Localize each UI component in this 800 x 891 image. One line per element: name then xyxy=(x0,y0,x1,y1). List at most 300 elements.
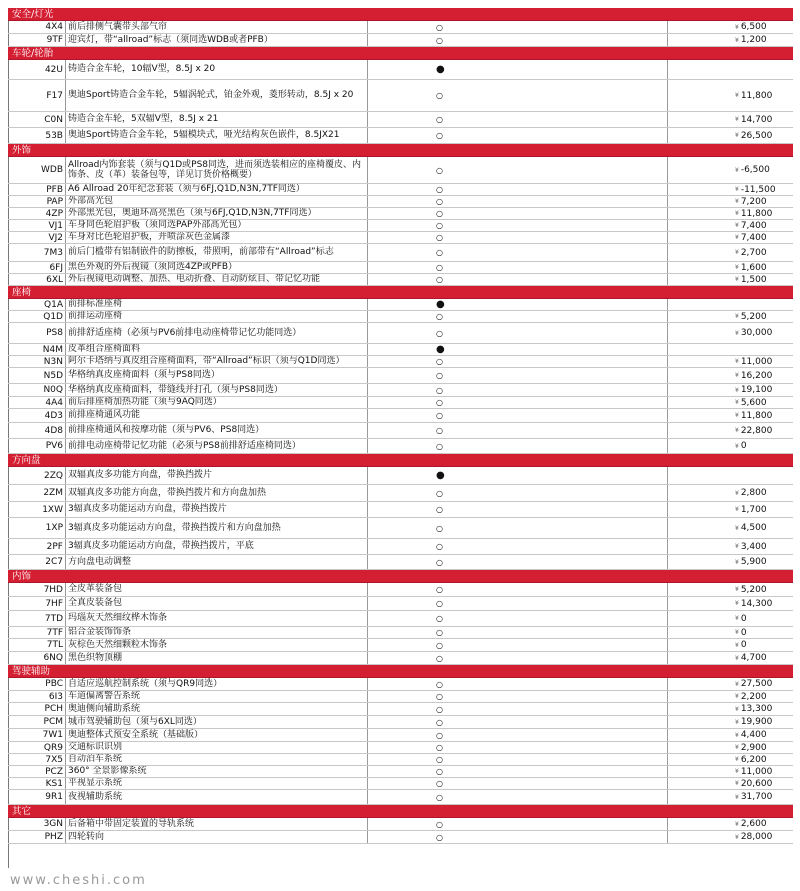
option-price xyxy=(668,467,793,484)
option-description: 外后视镜电动调整、加热、电动折叠、自动防炫目、带记忆功能 xyxy=(66,274,368,285)
optional-marker: ○ xyxy=(368,196,668,207)
option-price xyxy=(668,742,793,753)
price-value: 4,700 xyxy=(740,653,767,663)
option-code: N5D xyxy=(8,368,66,383)
currency-icon: ¥ xyxy=(735,399,739,406)
table-row xyxy=(8,716,793,729)
option-code: 9TF xyxy=(8,34,66,46)
option-price xyxy=(668,368,793,383)
option-code: 2C7 xyxy=(8,555,66,569)
option-code: 7HF xyxy=(8,597,66,610)
option-code: 4D8 xyxy=(8,423,66,438)
table-row xyxy=(8,778,793,790)
table-row xyxy=(8,262,793,274)
table-row xyxy=(8,831,793,844)
option-description: 铝合金装饰饰条 xyxy=(66,627,368,638)
currency-icon: ¥ xyxy=(735,718,739,726)
currency-icon: ¥ xyxy=(735,489,739,497)
currency-icon: ¥ xyxy=(735,358,739,365)
option-price xyxy=(668,539,793,554)
optional-marker: ○ xyxy=(368,356,668,367)
table-row xyxy=(8,128,793,144)
watermark: www.cheshi.com xyxy=(10,873,147,888)
option-code: 1XW xyxy=(8,502,66,517)
price-value: 0 xyxy=(740,640,747,650)
option-price xyxy=(668,344,793,355)
optional-marker: ○ xyxy=(368,778,668,789)
option-description: 车道偏离警告系统 xyxy=(66,691,368,702)
option-description: 前排舒适座椅（必须与PV6前排电动座椅带记忆功能同选） xyxy=(66,323,368,343)
option-code: 7TL xyxy=(8,639,66,651)
optional-marker: ○ xyxy=(368,583,668,596)
table-row xyxy=(8,220,793,232)
option-code: 2PF xyxy=(8,539,66,554)
option-code: PCH xyxy=(8,703,66,715)
price-value: 11,800 xyxy=(740,208,773,219)
option-code: 6XL xyxy=(8,274,66,285)
option-description: 皮革组合座椅面料 xyxy=(66,344,368,355)
table-row xyxy=(8,323,793,344)
option-description: 交通标识识别 xyxy=(66,742,368,753)
price-value: 4,400 xyxy=(740,730,767,740)
standard-marker: ● xyxy=(368,60,668,79)
option-code: 2ZM xyxy=(8,485,66,501)
table-row xyxy=(8,518,793,539)
option-description: 四轮转向 xyxy=(66,831,368,843)
option-price xyxy=(668,232,793,243)
option-description: 阿尔卡塔纳与真皮组合座椅面料，带“Allroad”标识（须与Q1D同选） xyxy=(66,356,368,367)
option-code: PHZ xyxy=(8,831,66,843)
option-description: 3辐真皮多功能运动方向盘，带换挡拨片和方向盘加热 xyxy=(66,518,368,538)
option-description: 夜视辅助系统 xyxy=(66,790,368,804)
currency-icon: ¥ xyxy=(735,36,739,44)
option-description: A6 Allroad 20年纪念套装（须与6FJ,Q1D,N3N,7TF同选） xyxy=(66,184,368,195)
price-value: 30,000 xyxy=(740,328,773,338)
option-price xyxy=(668,409,793,422)
option-code: 3GN xyxy=(8,818,66,830)
currency-icon: ¥ xyxy=(735,23,739,31)
option-description: 前排座椅通风功能 xyxy=(66,409,368,422)
optional-marker: ○ xyxy=(368,754,668,765)
currency-icon: ¥ xyxy=(735,92,739,99)
section-header: 车轮/轮胎 xyxy=(8,47,793,60)
option-code: 9R1 xyxy=(8,790,66,804)
option-price xyxy=(668,244,793,261)
option-price xyxy=(668,818,793,830)
price-value: 16,200 xyxy=(740,370,773,381)
option-description: 迎宾灯，带“allroad”标志（须同选WDB或者PFB） xyxy=(66,34,368,46)
option-price xyxy=(668,831,793,843)
price-value: 7,400 xyxy=(740,220,767,231)
currency-icon: ¥ xyxy=(735,600,739,607)
currency-icon: ¥ xyxy=(735,329,739,337)
table-row xyxy=(8,208,793,220)
option-description: 双辐真皮多功能方向盘，带换挡拨片和方向盘加热 xyxy=(66,485,368,501)
price-value: 2,800 xyxy=(740,488,767,498)
optional-marker: ○ xyxy=(368,208,668,219)
currency-icon: ¥ xyxy=(735,641,739,649)
price-value: 2,200 xyxy=(740,691,767,702)
price-value: 7,200 xyxy=(740,196,767,207)
option-price xyxy=(668,323,793,343)
table-row xyxy=(8,157,793,184)
optional-marker: ○ xyxy=(368,742,668,753)
option-price xyxy=(668,627,793,638)
option-description: 玛瑙灰天然细纹桦木饰条 xyxy=(66,611,368,626)
table-row xyxy=(8,691,793,703)
price-value: 0 xyxy=(740,613,747,624)
table-row xyxy=(8,627,793,639)
optional-marker: ○ xyxy=(368,232,668,243)
option-price xyxy=(668,423,793,438)
section-header: 其它 xyxy=(8,805,793,818)
price-value: 31,700 xyxy=(740,792,773,802)
section-header: 驾驶辅助 xyxy=(8,665,793,678)
table-row xyxy=(8,368,793,384)
option-description: 外部高光包 xyxy=(66,196,368,207)
option-code: 6NQ xyxy=(8,652,66,664)
table-row xyxy=(8,196,793,208)
table-row xyxy=(8,80,793,112)
option-price xyxy=(668,555,793,569)
option-code: 6I3 xyxy=(8,691,66,702)
currency-icon: ¥ xyxy=(735,372,739,379)
option-description: 灰棕色天然细颗粒木饰条 xyxy=(66,639,368,651)
optional-marker: ○ xyxy=(368,311,668,322)
optional-marker: ○ xyxy=(368,274,668,285)
option-code: N4M xyxy=(8,344,66,355)
price-value: 13,300 xyxy=(740,704,773,714)
option-price xyxy=(668,639,793,651)
option-description: 自动泊车系统 xyxy=(66,754,368,765)
price-value: 2,900 xyxy=(740,742,767,753)
optional-marker: ○ xyxy=(368,21,668,33)
option-price xyxy=(668,518,793,538)
option-description: 外部黑光包，奥迪环高亮黑色（须与6FJ,Q1D,N3N,7TF同选） xyxy=(66,208,368,219)
option-code: 7TF xyxy=(8,627,66,638)
currency-icon: ¥ xyxy=(735,427,739,434)
optional-marker: ○ xyxy=(368,157,668,183)
price-value: 20,600 xyxy=(740,778,773,789)
option-description: 自适应巡航控制系统（须与QR9同选） xyxy=(66,678,368,690)
table-row xyxy=(8,766,793,778)
option-code: C0N xyxy=(8,112,66,127)
option-code: 6FJ xyxy=(8,262,66,273)
table-row xyxy=(8,639,793,652)
option-description: 华格纳真皮座椅面料（须与PS8同选） xyxy=(66,368,368,383)
option-description: 奥迪侧向辅助系统 xyxy=(66,703,368,715)
table-row xyxy=(8,555,793,570)
table-row xyxy=(8,244,793,262)
option-description: 铸造合金车轮，5双辐V型，8.5J x 21 xyxy=(66,112,368,127)
currency-icon: ¥ xyxy=(735,768,739,775)
price-value: 6,500 xyxy=(740,22,767,32)
currency-icon: ¥ xyxy=(735,276,739,283)
option-price xyxy=(668,439,793,453)
option-price xyxy=(668,691,793,702)
price-value: 2,600 xyxy=(740,819,767,829)
section-header: 方向盘 xyxy=(8,454,793,467)
optional-marker: ○ xyxy=(368,818,668,830)
currency-icon: ¥ xyxy=(735,222,739,229)
option-code: N3N xyxy=(8,356,66,367)
currency-icon: ¥ xyxy=(735,731,739,739)
price-value: 2,700 xyxy=(740,247,767,258)
optional-marker: ○ xyxy=(368,184,668,195)
option-code: 7M3 xyxy=(8,244,66,261)
optional-marker: ○ xyxy=(368,220,668,231)
table-row xyxy=(8,729,793,742)
option-description: 全真皮装备包 xyxy=(66,597,368,610)
table-row xyxy=(8,467,793,485)
table-row xyxy=(8,384,793,397)
price-value: 28,000 xyxy=(740,832,773,842)
price-value: 4,500 xyxy=(740,523,767,533)
option-description: 双辐真皮多功能方向盘，带换挡拨片 xyxy=(66,467,368,484)
table-row xyxy=(8,409,793,423)
section-header: 座椅 xyxy=(8,286,793,299)
option-code: VJ1 xyxy=(8,220,66,231)
table-row xyxy=(8,539,793,555)
option-code: Q1D xyxy=(8,311,66,322)
option-price xyxy=(668,262,793,273)
price-value: 26,500 xyxy=(740,130,773,141)
option-description: 360° 全景影像系统 xyxy=(66,766,368,777)
option-price xyxy=(668,196,793,207)
option-description: 华格纳真皮座椅面料，带缝线并打孔（须与PS8同选） xyxy=(66,384,368,396)
optional-marker: ○ xyxy=(368,244,668,261)
table-row xyxy=(8,439,793,454)
optional-marker: ○ xyxy=(368,555,668,569)
option-code: WDB xyxy=(8,157,66,183)
option-description: 前排标准座椅 xyxy=(66,299,368,310)
option-price xyxy=(668,356,793,367)
option-description: Allroad内饰套装（须与Q1D或PS8同选，进而须选装相应的座椅覆皮、内饰条、皮（革）装备包等，详见订货价格概要） xyxy=(66,157,368,183)
option-price xyxy=(668,597,793,610)
currency-icon: ¥ xyxy=(735,793,739,801)
currency-icon: ¥ xyxy=(735,186,739,193)
section-header: 内饰 xyxy=(8,570,793,583)
currency-icon: ¥ xyxy=(735,629,739,636)
price-value: 1,200 xyxy=(740,35,767,45)
price-value: 5,200 xyxy=(740,311,767,322)
option-price xyxy=(668,754,793,765)
optional-marker: ○ xyxy=(368,611,668,626)
option-code: 4A4 xyxy=(8,397,66,408)
option-description: 前排电动座椅带记忆功能（必须与PS8前排舒适座椅同选） xyxy=(66,439,368,453)
price-value: 22,800 xyxy=(740,425,773,436)
optional-marker: ○ xyxy=(368,691,668,702)
option-price xyxy=(668,299,793,310)
price-value: 19,900 xyxy=(740,717,773,727)
currency-icon: ¥ xyxy=(735,249,739,256)
price-value: 1,500 xyxy=(740,274,767,285)
option-description: 奥迪Sport铸造合金车轮，5辐涡轮式，铂金外观，菱形转动，8.5J x 20 xyxy=(66,80,368,111)
table-row xyxy=(8,583,793,597)
option-code: PV6 xyxy=(8,439,66,453)
option-code: N0Q xyxy=(8,384,66,396)
standard-marker: ● xyxy=(368,467,668,484)
price-value: 5,900 xyxy=(740,557,767,567)
optional-marker: ○ xyxy=(368,112,668,127)
optional-marker: ○ xyxy=(368,790,668,804)
option-description: 平视显示系统 xyxy=(66,778,368,789)
optional-marker: ○ xyxy=(368,639,668,651)
option-description: 3辐真皮多功能运动方向盘，带换挡拨片，平底 xyxy=(66,539,368,554)
table-row xyxy=(8,703,793,716)
optional-marker: ○ xyxy=(368,502,668,517)
option-description: 前后排座椅加热功能（须与9AQ同选） xyxy=(66,397,368,408)
optional-marker: ○ xyxy=(368,716,668,728)
table-row xyxy=(8,754,793,766)
table-row xyxy=(8,485,793,502)
price-value: 14,300 xyxy=(740,598,773,609)
optional-marker: ○ xyxy=(368,409,668,422)
currency-icon: ¥ xyxy=(735,680,739,688)
optional-marker: ○ xyxy=(368,262,668,273)
optional-marker: ○ xyxy=(368,397,668,408)
price-value: 11,800 xyxy=(740,90,773,101)
option-description: 黑色外观的外后视镜（须同选4ZP或PFB） xyxy=(66,262,368,273)
optional-marker: ○ xyxy=(368,34,668,46)
option-price xyxy=(668,21,793,33)
price-value: 19,100 xyxy=(740,385,773,395)
optional-marker: ○ xyxy=(368,485,668,501)
option-description: 铸造合金车轮，10辐V型，8.5J x 20 xyxy=(66,60,368,79)
currency-icon: ¥ xyxy=(735,412,739,419)
option-code: 1XP xyxy=(8,518,66,538)
optional-marker: ○ xyxy=(368,518,668,538)
option-description: 奥迪整体式预安全系统（基础版） xyxy=(66,729,368,741)
option-description: 前排运动座椅 xyxy=(66,311,368,322)
option-description: 黑色织物顶棚 xyxy=(66,652,368,664)
table-row xyxy=(8,818,793,831)
option-code: 7X5 xyxy=(8,754,66,765)
option-price xyxy=(668,766,793,777)
option-code: 7HD xyxy=(8,583,66,596)
price-value: 7,400 xyxy=(740,232,767,243)
optional-marker: ○ xyxy=(368,703,668,715)
option-price xyxy=(668,80,793,111)
option-code: 4ZP xyxy=(8,208,66,219)
price-value: 6,200 xyxy=(740,754,767,765)
table-row xyxy=(8,311,793,323)
option-price xyxy=(668,703,793,715)
currency-icon: ¥ xyxy=(735,506,739,513)
optional-marker: ○ xyxy=(368,627,668,638)
option-code: PBC xyxy=(8,678,66,690)
table-row xyxy=(8,790,793,805)
table-row xyxy=(8,397,793,409)
currency-icon: ¥ xyxy=(735,543,739,550)
options-price-table xyxy=(8,8,793,844)
price-value: 27,500 xyxy=(740,679,773,689)
option-price xyxy=(668,34,793,46)
table-row xyxy=(8,34,793,47)
option-code: PCZ xyxy=(8,766,66,777)
currency-icon: ¥ xyxy=(735,166,739,174)
option-description: 全皮革装备包 xyxy=(66,583,368,596)
section-header: 外饰 xyxy=(8,144,793,157)
table-row xyxy=(8,423,793,439)
table-row xyxy=(8,502,793,518)
option-price xyxy=(668,311,793,322)
option-code: 4X4 xyxy=(8,21,66,33)
optional-marker: ○ xyxy=(368,80,668,111)
table-row xyxy=(8,356,793,368)
price-value: 11,800 xyxy=(740,410,773,421)
optional-marker: ○ xyxy=(368,652,668,664)
currency-icon: ¥ xyxy=(735,442,739,450)
price-value: 11,000 xyxy=(740,766,773,777)
option-price xyxy=(668,729,793,741)
option-description: 奥迪Sport铸造合金车轮，5辐模块式，哑光结构灰色嵌件，8.5JX21 xyxy=(66,128,368,143)
option-code: 42U xyxy=(8,60,66,79)
price-value: 14,700 xyxy=(740,114,773,125)
currency-icon: ¥ xyxy=(735,198,739,205)
price-value: 11,000 xyxy=(740,356,773,367)
option-price xyxy=(668,157,793,183)
option-price xyxy=(668,716,793,728)
price-value: 5,200 xyxy=(740,584,767,595)
currency-icon: ¥ xyxy=(735,386,739,394)
option-price xyxy=(668,778,793,789)
price-value: 1,600 xyxy=(740,262,767,273)
currency-icon: ¥ xyxy=(735,524,739,532)
option-code: PS8 xyxy=(8,323,66,343)
optional-marker: ○ xyxy=(368,439,668,453)
option-price xyxy=(668,220,793,231)
option-code: KS1 xyxy=(8,778,66,789)
option-description: 城市驾驶辅助包（须与6XL同选） xyxy=(66,716,368,728)
currency-icon: ¥ xyxy=(735,615,739,622)
option-price xyxy=(668,583,793,596)
currency-icon: ¥ xyxy=(735,264,739,271)
optional-marker: ○ xyxy=(368,678,668,690)
option-description: 车身同色轮眉护板（须同选PAP外部高光包） xyxy=(66,220,368,231)
optional-marker: ○ xyxy=(368,368,668,383)
optional-marker: ○ xyxy=(368,423,668,438)
price-value: 0 xyxy=(740,441,747,451)
option-code: QR9 xyxy=(8,742,66,753)
option-price xyxy=(668,208,793,219)
currency-icon: ¥ xyxy=(735,234,739,241)
currency-icon: ¥ xyxy=(735,313,739,320)
option-description: 3辐真皮多功能运动方向盘，带换挡拨片 xyxy=(66,502,368,517)
currency-icon: ¥ xyxy=(735,820,739,828)
option-code: PAP xyxy=(8,196,66,207)
table-row xyxy=(8,21,793,34)
currency-icon: ¥ xyxy=(735,705,739,713)
option-description: 车身对比色轮眉护板，并喷涂灰色金属漆 xyxy=(66,232,368,243)
table-row xyxy=(8,274,793,286)
currency-icon: ¥ xyxy=(735,210,739,217)
option-description: 后备箱中带固定装置的导轨系统 xyxy=(66,818,368,830)
option-price xyxy=(668,611,793,626)
standard-marker: ● xyxy=(368,299,668,310)
option-price xyxy=(668,397,793,408)
option-code: 53B xyxy=(8,128,66,143)
currency-icon: ¥ xyxy=(735,116,739,123)
price-value: 0 xyxy=(740,627,747,638)
option-price xyxy=(668,678,793,690)
optional-marker: ○ xyxy=(368,539,668,554)
currency-icon: ¥ xyxy=(735,780,739,787)
option-price xyxy=(668,112,793,127)
table-row xyxy=(8,597,793,611)
table-row xyxy=(8,678,793,691)
optional-marker: ○ xyxy=(368,729,668,741)
